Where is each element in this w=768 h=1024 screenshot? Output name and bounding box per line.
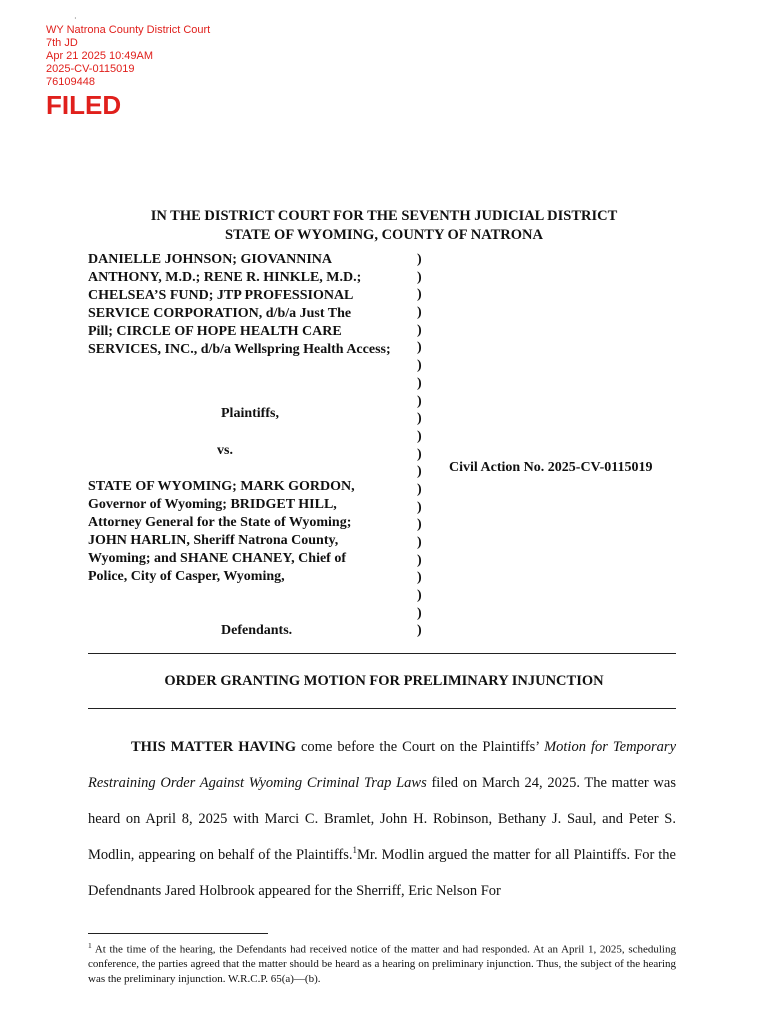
versus-label: vs.: [217, 443, 233, 458]
caption-paren: ): [417, 464, 422, 480]
stamp-court: WY Natrona County District Court: [46, 24, 211, 36]
footnote: [88, 939, 676, 986]
caption-paren: ): [417, 393, 422, 409]
footnote-mark: 1: [88, 941, 92, 950]
caption-paren: ): [417, 552, 422, 568]
plaintiff-line: ANTHONY, M.D.; RENE R. HINKLE, M.D.;: [88, 270, 362, 285]
caption-paren: ): [417, 535, 422, 550]
stamp-case-number: 2025-CV-0115019: [46, 63, 135, 75]
plaintiff-line: SERVICES, INC., d/b/a Wellspring Health Access;: [88, 342, 391, 357]
caption-paren: ): [417, 375, 422, 391]
caption-parentheses-column: [417, 251, 422, 640]
divider-bottom: [88, 708, 676, 709]
body-text: filed on March 24, 2025. The matter was heard on April 8, 2025 with Marci C. Bramlet, John H. Robinson, Bethany J. Saul, and Peter S. Modlin, appearing on behalf of the Plaintiffs.: [88, 775, 676, 863]
defendant-line: JOHN HARLIN, Sheriff Natrona County,: [88, 533, 339, 548]
body-paragraph: [88, 729, 676, 909]
filing-stamp: [46, 24, 210, 120]
defendants-names: [88, 478, 355, 586]
plaintiff-line: DANIELLE JOHNSON; GIOVANNINA: [88, 252, 333, 267]
caption-paren: ): [417, 570, 422, 586]
defendant-line: Attorney General for the State of Wyoming;: [88, 515, 352, 530]
stamp-filed: FILED: [46, 90, 122, 120]
caption-paren: ): [417, 322, 422, 338]
defendant-line: Wyoming; and SHANE CHANEY, Chief of: [88, 551, 346, 566]
caption-paren: ): [417, 358, 422, 374]
caption-paren: ): [417, 623, 422, 639]
plaintiffs-names: [88, 251, 391, 359]
caption-paren: ): [417, 340, 422, 356]
defendant-line: Police, City of Casper, Wyoming,: [88, 569, 285, 584]
court-heading: [0, 207, 768, 245]
stamp-document-id: 76109448: [46, 76, 95, 88]
plaintiff-line: CHELSEA’S FUND; JTP PROFESSIONAL: [88, 288, 354, 303]
plaintiffs-label: Plaintiffs,: [221, 406, 279, 421]
court-heading-line1: IN THE DISTRICT COURT FOR THE SEVENTH JUDICIAL DISTRICT: [150, 208, 618, 224]
motion-title: Motion for Temporary Restraining Order Against Wyoming Criminal Trap Laws: [88, 739, 677, 791]
caption-paren: ): [417, 269, 422, 285]
order-title: ORDER GRANTING MOTION FOR PRELIMINARY INJUNCTION: [164, 673, 604, 689]
caption-paren: ): [417, 428, 422, 444]
stamp-datetime: Apr 21 2025 10:49AM: [46, 50, 154, 62]
order-body: [88, 729, 676, 909]
caption-paren: ): [417, 481, 422, 497]
divider-top: [88, 653, 676, 654]
caption-paren: ): [417, 411, 422, 427]
caption-paren: ): [417, 287, 422, 303]
defendants-label: Defendants.: [221, 623, 293, 638]
defendant-line: Governor of Wyoming; BRIDGET HILL,: [88, 497, 337, 512]
footnote-reference: 1: [352, 845, 358, 856]
defendant-line: STATE OF WYOMING; MARK GORDON,: [88, 479, 355, 494]
caption-paren: ): [417, 446, 422, 462]
body-lead: THIS MATTER HAVING: [131, 739, 296, 755]
stray-mark: ·: [74, 14, 77, 23]
court-heading-line2: STATE OF WYOMING, COUNTY OF NATRONA: [225, 227, 543, 243]
stamp-district: 7th JD: [46, 37, 78, 49]
caption-paren: ): [417, 499, 422, 515]
footnote-divider: [88, 933, 268, 934]
plaintiff-line: SERVICE CORPORATION, d/b/a Just The: [88, 306, 352, 321]
caption-paren: ): [417, 252, 422, 267]
caption-paren: ): [417, 588, 422, 604]
caption-paren: ): [417, 305, 422, 321]
body-text: come before the Court on the Plaintiffs’: [295, 739, 545, 755]
caption-paren: ): [417, 605, 422, 621]
civil-action-number: Civil Action No. 2025-CV-0115019: [449, 460, 653, 475]
caption-paren: ): [417, 517, 422, 533]
footnote-text: At the time of the hearing, the Defendants had received notice of the matter and had responded. At an April 1, 2025, scheduling conference, the parties agreed that the matter should be heard as a hearing on preliminary injunction. Thus, the subject of the hearing was the preliminary injunction. W.R.C.P. 65(a)—(b).: [88, 943, 676, 985]
plaintiff-line: Pill; CIRCLE OF HOPE HEALTH CARE: [88, 324, 342, 339]
body-text: Mr. Modlin argued the matter for all Plaintiffs. For the Defendnants Jared Holbrook appeared for the Sherriff, Eric Nelson For: [88, 847, 676, 899]
